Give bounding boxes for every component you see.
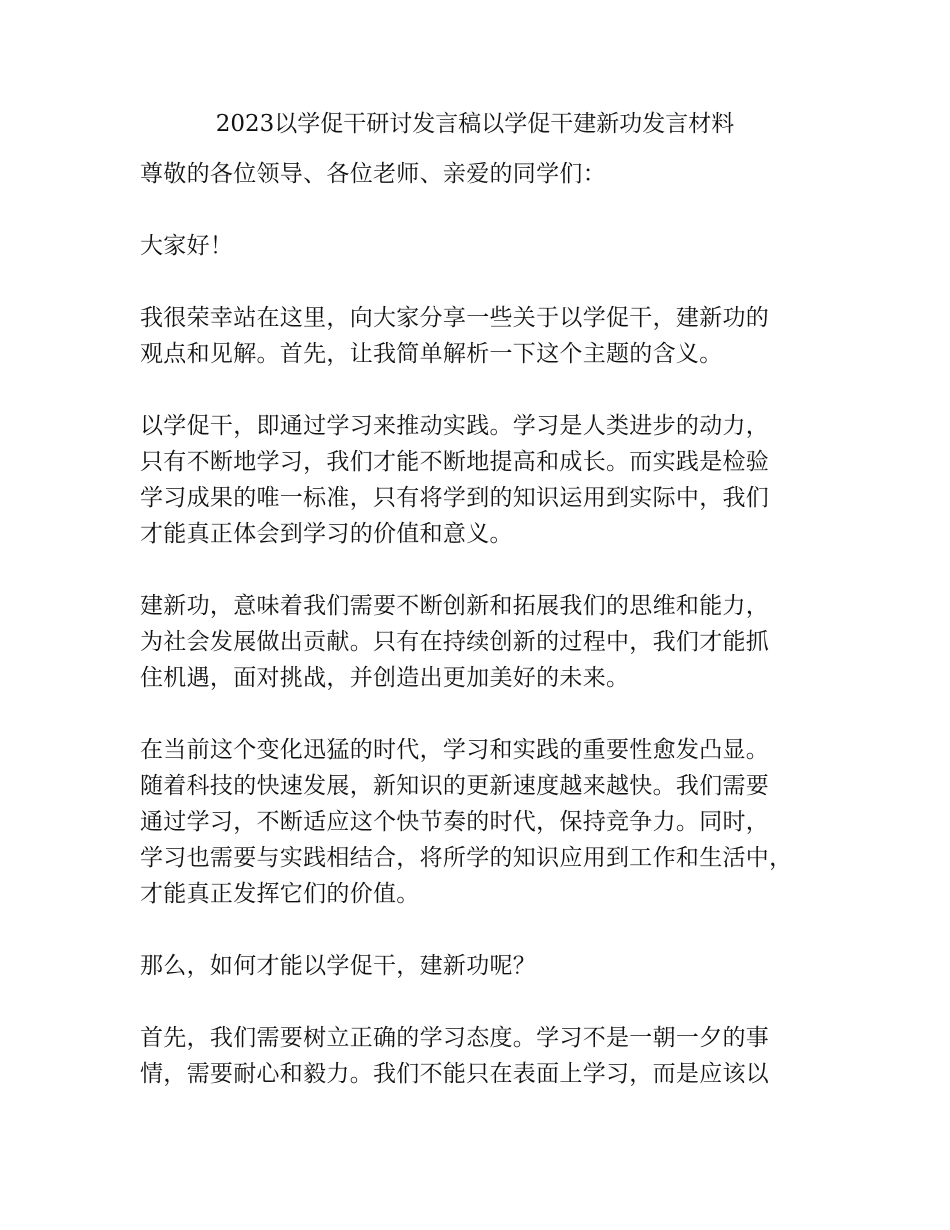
text-line: 首先，我们需要树立正确的学习态度。学习不是一朝一夕的事	[140, 1025, 770, 1051]
text-line: 在当前这个变化迅猛的时代，学习和实践的重要性愈发凸显。	[140, 737, 770, 763]
text-line: 住机遇，面对挑战，并创造出更加美好的未来。	[140, 665, 630, 691]
text-line: 才能真正体会到学习的价值和意义。	[140, 521, 513, 547]
text-line: 建新功，意味着我们需要不断创新和拓展我们的思维和能力，	[140, 593, 770, 619]
paragraph-intro	[140, 300, 830, 372]
text-line: 观点和见解。首先，让我简单解析一下这个主题的含义。	[140, 341, 723, 367]
text-line: 通过学习，不断适应这个快节奏的时代，保持竞争力。同时，	[140, 809, 770, 835]
text-line: 大家好！	[140, 233, 234, 259]
paragraph-era	[140, 732, 830, 912]
text-line: 我很荣幸站在这里，向大家分享一些关于以学促干，建新功的	[140, 305, 770, 331]
paragraph-innovation	[140, 588, 830, 696]
document-title: 2023以学促干研讨发言稿以学促干建新功发言材料	[215, 111, 735, 137]
text-line: 以学促干，即通过学习来推动实践。学习是人类进步的动力，	[140, 413, 770, 439]
paragraph-first-point	[140, 1020, 830, 1092]
text-line: 才能真正发挥它们的价值。	[140, 881, 420, 907]
paragraph-greeting-salutation	[140, 156, 830, 192]
paragraph-learning	[140, 408, 830, 552]
text-line: 学习也需要与实践相结合，将所学的知识应用到工作和生活中，	[140, 845, 793, 871]
text-line: 情，需要耐心和毅力。我们不能只在表面上学习，而是应该以	[140, 1061, 770, 1087]
text-line: 学习成果的唯一标准，只有将学到的知识运用到实际中，我们	[140, 485, 770, 511]
text-line: 为社会发展做出贡献。只有在持续创新的过程中，我们才能抓	[140, 629, 770, 655]
document-body	[140, 156, 830, 1128]
text-line: 只有不断地学习，我们才能不断地提高和成长。而实践是检验	[140, 449, 770, 475]
paragraph-question	[140, 948, 830, 984]
text-line: 随着科技的快速发展，新知识的更新速度越来越快。我们需要	[140, 773, 770, 799]
text-line: 那么，如何才能以学促干，建新功呢？	[140, 953, 537, 979]
paragraph-greeting	[140, 228, 830, 264]
text-line: 尊敬的各位领导、各位老师、亲爱的同学们：	[140, 161, 606, 187]
